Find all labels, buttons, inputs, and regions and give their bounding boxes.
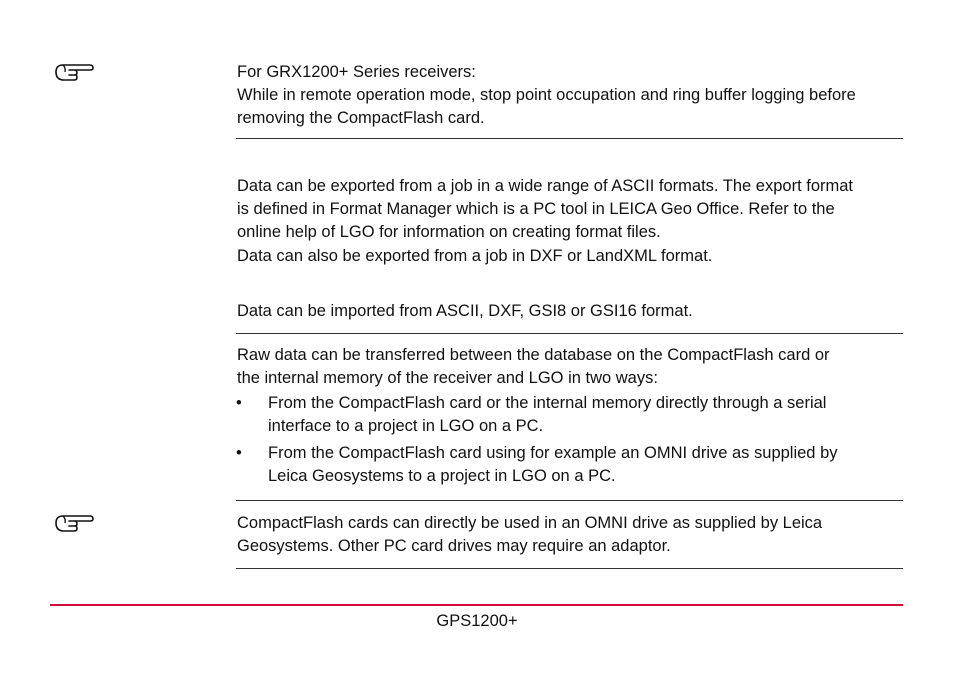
note-2-line: CompactFlash cards can directly be used in an OMNI drive as supplied by Leica [237,514,823,532]
pointing-hand-icon [52,512,96,534]
note-1-line: While in remote operation mode, stop point occupation and ring buffer logging before [237,86,856,104]
export-paragraph [237,175,905,244]
section-divider [236,138,903,139]
note-2-line: Geosystems. Other PC card drives may require an adaptor. [237,537,671,555]
note-2-text [237,512,905,558]
bullet-line: From the CompactFlash card or the internal memory directly through a serial [268,394,827,412]
transfer-paragraph [237,344,905,390]
bullet-icon: • [236,394,242,412]
bullet-line: From the CompactFlash card using for example an OMNI drive as supplied by [268,444,838,462]
import-paragraph [237,300,905,323]
section-divider [236,333,903,334]
export-line: Data can be exported from a job in a wide range of ASCII formats. The export format [237,177,854,195]
bullet-line: interface to a project in LGO on a PC. [268,417,544,435]
footer-rule [50,604,903,606]
bullet-line: Leica Geosystems to a project in LGO on a PC. [268,467,616,485]
transfer-line: the internal memory of the receiver and LGO in two ways: [237,369,658,387]
note-1-text [237,61,905,130]
section-divider [236,568,903,569]
export-extra-paragraph [237,245,905,268]
footer-text: GPS1200+ [436,612,518,630]
export-line: online help of LGO for information on creating format files. [237,223,661,241]
note-1-line: For GRX1200+ Series receivers: [237,63,476,81]
transfer-line: Raw data can be transferred between the database on the CompactFlash card or [237,346,830,364]
bullet-icon: • [236,444,242,462]
pointing-hand-icon [52,61,96,83]
export-line: is defined in Format Manager which is a PC tool in LEICA Geo Office. Refer to the [237,200,835,218]
note-1-line: removing the CompactFlash card. [237,109,485,127]
section-divider [236,500,903,501]
export-extra-line: Data can also be exported from a job in DXF or LandXML format. [237,247,713,265]
import-line: Data can be imported from ASCII, DXF, GSI8 or GSI16 format. [237,302,693,320]
